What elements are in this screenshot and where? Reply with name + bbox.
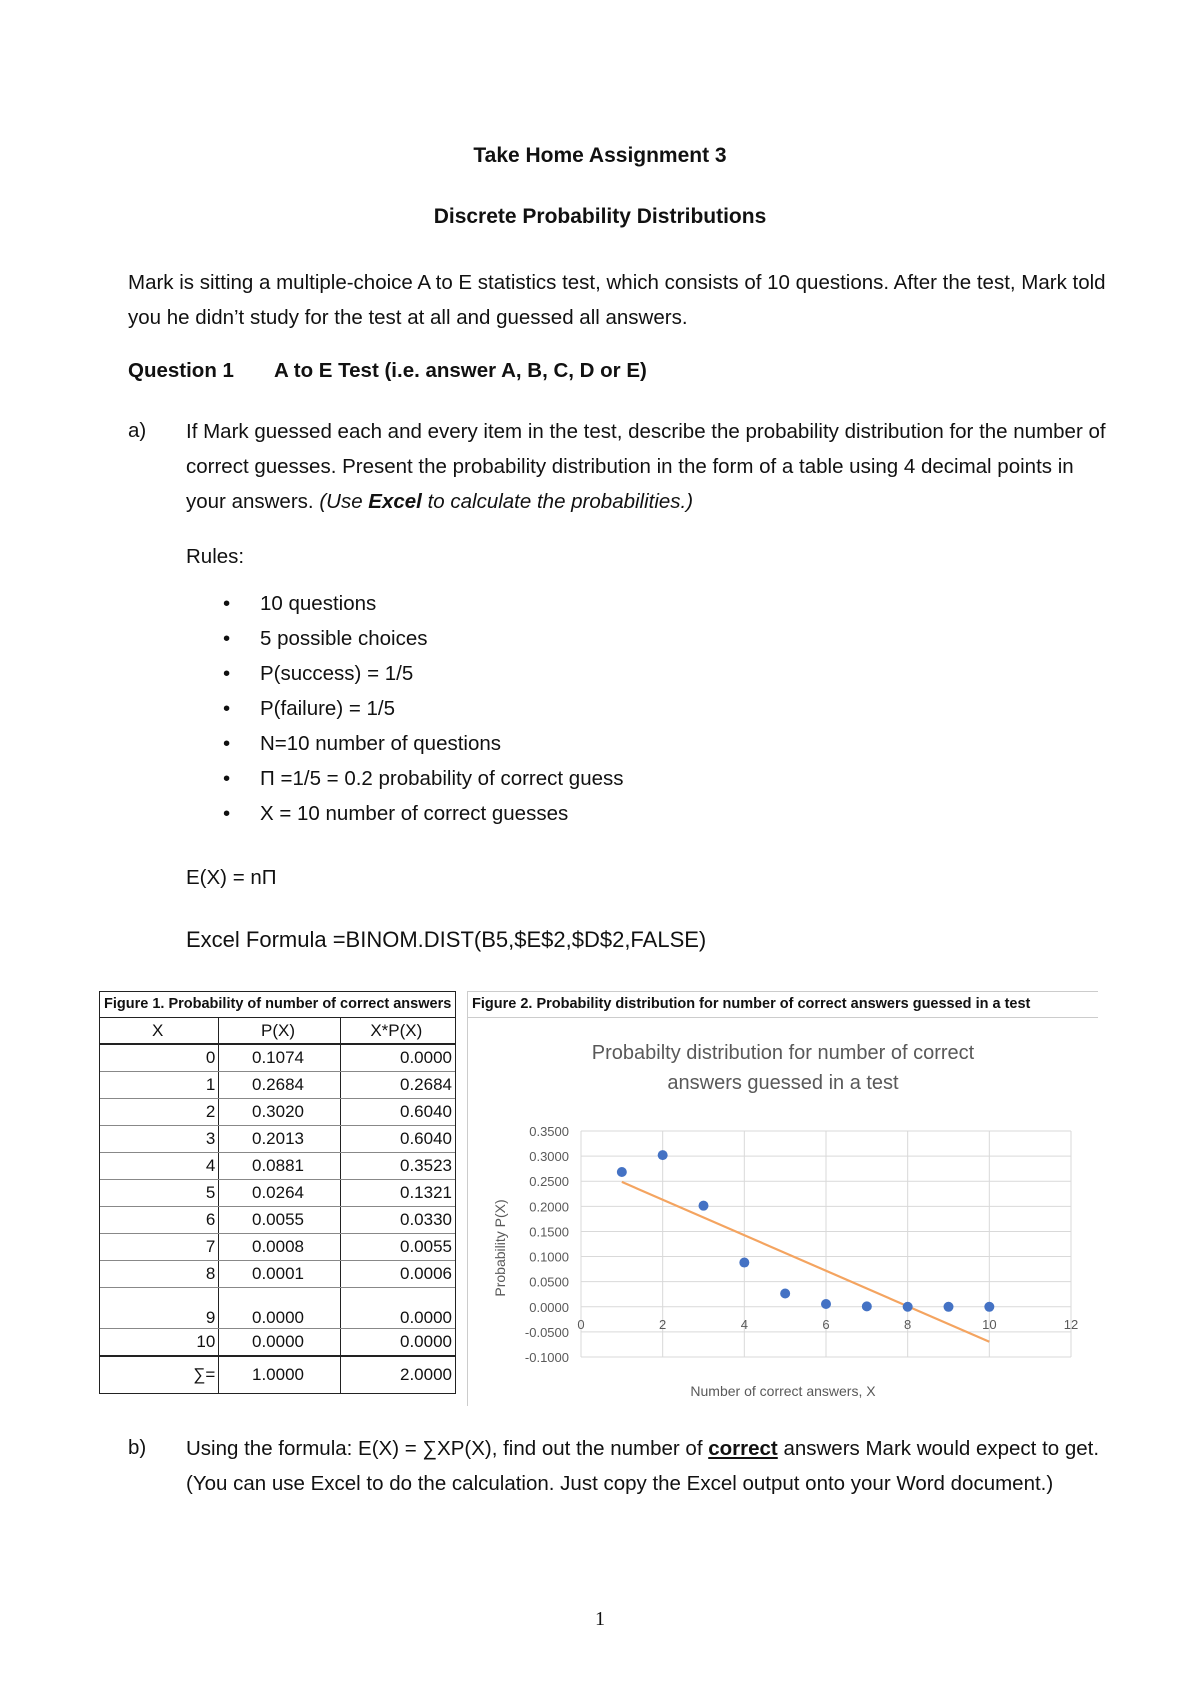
- table-row: [100, 1288, 455, 1329]
- rule-text: 5 possible choices: [260, 627, 428, 650]
- part-a-note-prefix: (Use: [319, 490, 369, 513]
- cell-x: 0: [100, 1044, 219, 1072]
- y-tick-label: 0.0000: [529, 1299, 569, 1315]
- rule-text: Π =1/5 = 0.2 probability of correct guess: [260, 767, 624, 790]
- header-xpx: X*P(X): [340, 1018, 455, 1044]
- sum-row: [100, 1356, 455, 1393]
- cell-x: 1: [100, 1072, 219, 1099]
- y-axis-label: Probability P(X): [492, 1199, 508, 1297]
- data-point: [821, 1299, 831, 1309]
- cell-xpx: 0.3523: [340, 1153, 455, 1180]
- cell-xpx: 0.6040: [340, 1099, 455, 1126]
- question-title: A to E Test (i.e. answer A, B, C, D or E): [274, 359, 647, 382]
- part-b-paragraph: [186, 1431, 1106, 1501]
- cell-px: 0.0008: [219, 1234, 340, 1261]
- part-a-note-excel: Excel: [368, 490, 422, 513]
- table-row: [100, 1329, 455, 1357]
- part-b-correct-word: correct: [708, 1437, 778, 1460]
- table-row: [100, 1044, 455, 1072]
- data-point: [658, 1150, 668, 1160]
- cell-px: 0.3020: [219, 1099, 340, 1126]
- x-tick-label: 2: [659, 1316, 667, 1332]
- cell-xpx: 0.0330: [340, 1207, 455, 1234]
- cell-x: 8: [100, 1261, 219, 1288]
- data-point: [780, 1289, 790, 1299]
- excel-formula: Excel Formula =BINOM.DIST(B5,$E$2,$D$2,FALSE): [186, 927, 707, 952]
- part-b-text-prefix: Using the formula: E(X) = ∑XP(X), find out the number of: [186, 1437, 709, 1460]
- figure-1-caption: Figure 1. Probability of number of correct answers: [100, 992, 455, 1018]
- part-a-marker: a): [128, 419, 147, 442]
- cell-px: 0.0000: [219, 1329, 340, 1357]
- x-tick-label: 4: [740, 1316, 748, 1332]
- y-tick-label: 0.1000: [529, 1249, 569, 1265]
- y-tick-label: 0.1500: [529, 1224, 569, 1240]
- cell-px: 0.1074: [219, 1044, 340, 1072]
- table-row: [100, 1072, 455, 1099]
- figure-2-caption: Figure 2. Probability distribution for number of correct answers guessed in a test: [468, 992, 1098, 1018]
- cell-xpx: 0.1321: [340, 1180, 455, 1207]
- bullet-icon: •: [223, 732, 231, 755]
- part-b-text-suffix: answers Mark would expect to get. (You can use Excel to do the calculation. Just copy the Excel output onto your Word document.): [186, 1437, 1100, 1495]
- list-item: [186, 586, 624, 621]
- data-point: [903, 1302, 913, 1312]
- bullet-icon: •: [223, 697, 231, 720]
- header-x: X: [100, 1018, 219, 1044]
- bullet-icon: •: [223, 662, 231, 685]
- intro-paragraph: Mark is sitting a multiple-choice A to E statistics test, which consists of 10 questions. After the test, Mark told you he didn’t study for the test at all and guessed all answers.: [128, 271, 1106, 329]
- data-point: [739, 1258, 749, 1268]
- list-item: [186, 621, 624, 656]
- cell-x: 9: [100, 1288, 219, 1329]
- rule-text: P(success) = 1/5: [260, 662, 414, 685]
- cell-x: 2: [100, 1099, 219, 1126]
- bullet-icon: •: [223, 627, 231, 650]
- y-tick-label: 0.3000: [529, 1149, 569, 1165]
- rule-text: N=10 number of questions: [260, 732, 502, 755]
- cell-px: 0.2013: [219, 1126, 340, 1153]
- x-tick-label: 10: [982, 1316, 997, 1332]
- sum-px: 1.0000: [219, 1356, 340, 1393]
- cell-px: 0.0000: [219, 1288, 340, 1329]
- data-point: [699, 1201, 709, 1211]
- rule-text: X = 10 number of correct guesses: [260, 802, 569, 825]
- rules-label: Rules:: [186, 545, 245, 568]
- cell-px: 0.0264: [219, 1180, 340, 1207]
- part-b-marker: b): [128, 1436, 147, 1459]
- x-tick-label: 12: [1063, 1316, 1079, 1332]
- part-a-paragraph: [186, 414, 1106, 519]
- figure-1-table: [99, 991, 456, 1394]
- question-heading: [128, 359, 647, 383]
- cell-x: 4: [100, 1153, 219, 1180]
- sum-xpx: 2.0000: [340, 1356, 455, 1393]
- cell-px: 0.0001: [219, 1261, 340, 1288]
- cell-xpx: 0.6040: [340, 1126, 455, 1153]
- x-tick-label: 6: [822, 1316, 830, 1332]
- document-subtitle: Discrete Probability Distributions: [433, 205, 767, 228]
- rules-list: [186, 586, 624, 831]
- figure-2-chart: [467, 991, 1098, 1406]
- list-item: [186, 691, 624, 726]
- cell-xpx: 0.2684: [340, 1072, 455, 1099]
- cell-x: 5: [100, 1180, 219, 1207]
- y-tick-label: -0.0500: [524, 1324, 569, 1340]
- cell-x: 10: [100, 1329, 219, 1357]
- part-a-text: If Mark guessed each and every item in the test, describe the probability distribution for the number of correct guesses. Present the probability distribution in the form of a table using 4 decimal points in your answers.: [186, 420, 1106, 513]
- x-axis-label: Number of correct answers, X: [690, 1383, 876, 1399]
- y-tick-label: 0.0500: [529, 1274, 569, 1290]
- table-header-row: [100, 1018, 455, 1044]
- cell-px: 0.0881: [219, 1153, 340, 1180]
- table-row: [100, 1207, 455, 1234]
- data-point: [984, 1302, 994, 1312]
- cell-x: 3: [100, 1126, 219, 1153]
- table-row: [100, 1234, 455, 1261]
- cell-px: 0.0055: [219, 1207, 340, 1234]
- header-px: P(X): [219, 1018, 340, 1044]
- rule-text: 10 questions: [260, 592, 377, 615]
- list-item: [186, 796, 624, 831]
- bullet-icon: •: [223, 592, 231, 615]
- chart-title-line-2: answers guessed in a test: [667, 1072, 899, 1094]
- expectation-formula: E(X) = nΠ: [186, 866, 277, 889]
- rule-text: P(failure) = 1/5: [260, 697, 396, 720]
- cell-xpx: 0.0000: [340, 1288, 455, 1329]
- table-row: [100, 1261, 455, 1288]
- list-item: [186, 656, 624, 691]
- y-tick-label: 0.3500: [529, 1124, 569, 1139]
- page-number: 1: [595, 1608, 605, 1630]
- cell-x: 6: [100, 1207, 219, 1234]
- cell-xpx: 0.0000: [340, 1044, 455, 1072]
- cell-xpx: 0.0055: [340, 1234, 455, 1261]
- table-row: [100, 1126, 455, 1153]
- list-item: [186, 726, 624, 761]
- table-row: [100, 1153, 455, 1180]
- data-point: [617, 1167, 627, 1177]
- y-tick-label: 0.2000: [529, 1199, 569, 1215]
- cell-x: 7: [100, 1234, 219, 1261]
- cell-px: 0.2684: [219, 1072, 340, 1099]
- table-row: [100, 1180, 455, 1207]
- x-tick-label: 0: [577, 1316, 585, 1332]
- scatter-chart: [468, 1018, 1098, 1406]
- x-tick-label: 8: [904, 1316, 912, 1332]
- part-a-note-suffix: to calculate the probabilities.): [421, 490, 694, 513]
- data-point: [862, 1301, 872, 1311]
- y-tick-label: -0.1000: [524, 1350, 569, 1365]
- chart-title-line-1: Probabilty distribution for number of correct: [591, 1042, 975, 1064]
- list-item: [186, 761, 624, 796]
- y-tick-label: 0.2500: [529, 1174, 569, 1190]
- cell-xpx: 0.0006: [340, 1261, 455, 1288]
- sum-label: ∑=: [100, 1356, 219, 1393]
- probability-table: [100, 1018, 455, 1393]
- cell-xpx: 0.0000: [340, 1329, 455, 1357]
- question-label: Question 1: [128, 359, 234, 382]
- table-row: [100, 1099, 455, 1126]
- document-title: Take Home Assignment 3: [473, 144, 727, 167]
- bullet-icon: •: [223, 767, 231, 790]
- data-point: [944, 1302, 954, 1312]
- bullet-icon: •: [223, 802, 231, 825]
